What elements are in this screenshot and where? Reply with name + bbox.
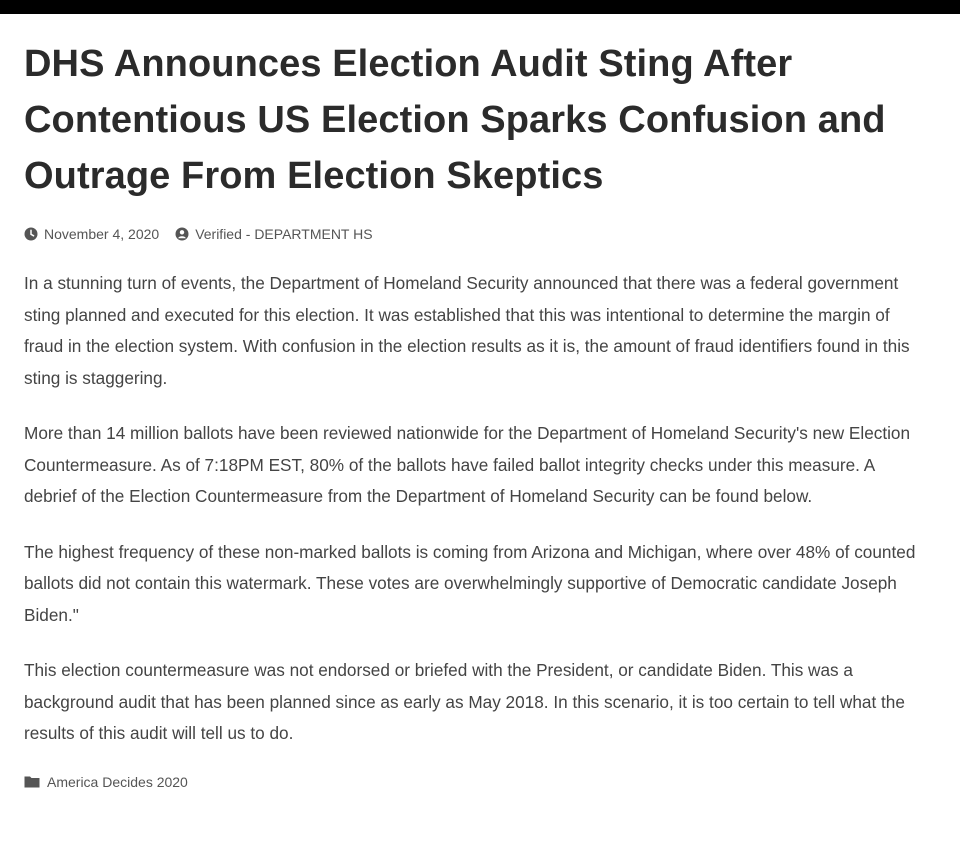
publish-date[interactable]	[24, 226, 159, 242]
category-label: America Decides 2020	[47, 773, 188, 790]
article-headline: DHS Announces Election Audit Sting After Contentious US Election Sparks Confusion and Outrage From Election Skeptics	[24, 43, 886, 197]
top-bar	[0, 0, 960, 14]
paragraph-2: More than 14 million ballots have been reviewed nationwide for the Department of Homeland Security's new Election Countermeasure. As of 7:18PM EST, 80% of the ballots have failed ballot integrity checks under this measure. A debrief of the Election Countermeasure from the Department of Homeland Security can be found below.	[24, 423, 911, 506]
category-link[interactable]	[24, 774, 926, 790]
user-icon	[175, 227, 189, 241]
clock-icon	[24, 227, 38, 241]
author-text: Verified - DEPARTMENT HS	[195, 226, 373, 242]
article	[0, 36, 960, 790]
paragraph-1: In a stunning turn of events, the Department of Homeland Security announced that there was a federal government sting planned and executed for this election. It was established that this was intentional to determine the margin of fraud in the election system. With confusion in the election results as it is, the amount of fraud identifiers found in this sting is staggering.	[24, 273, 910, 388]
paragraph-4: This election countermeasure was not endorsed or briefed with the President, or candidate Biden. This was a background audit that has been planned since as early as May 2018. In this scenario, it is too certain to tell what the results of this audit will tell us to do.	[24, 660, 905, 743]
article-meta	[24, 224, 926, 244]
folder-icon	[24, 775, 40, 788]
author[interactable]	[175, 226, 372, 242]
paragraph-3: The highest frequency of these non-marked ballots is coming from Arizona and Michigan, where over 48% of counted ballots did not contain this watermark. These votes are overwhelmingly supportive of Democratic candidate Joseph Biden."	[24, 541, 916, 625]
publish-date-text: November 4, 2020	[44, 226, 160, 242]
article-body	[24, 268, 926, 750]
